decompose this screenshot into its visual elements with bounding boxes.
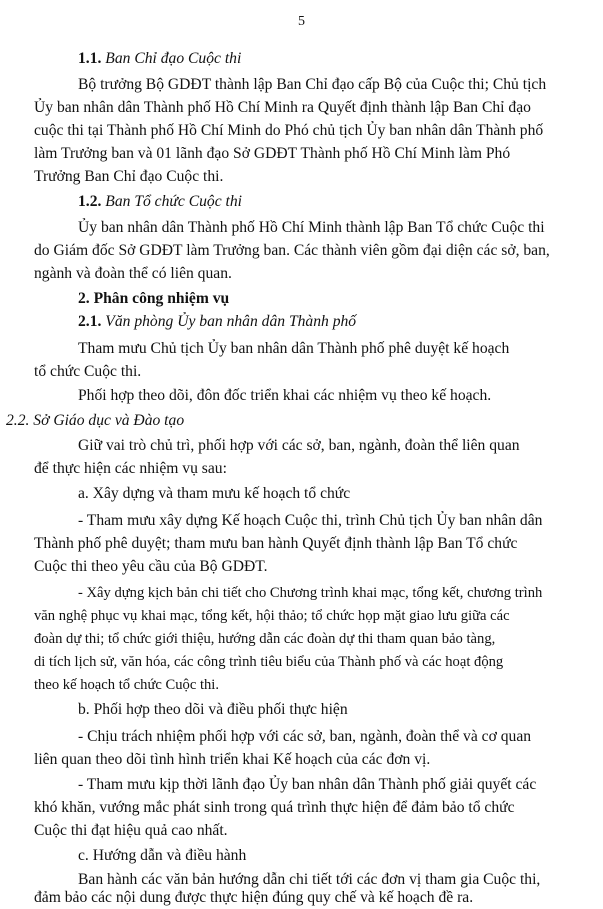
paragraph-line: Cuộc thi theo yêu cầu của Bộ GDĐT. [34, 558, 268, 575]
subheading-c: c. Hướng dẫn và điều hành [78, 847, 247, 864]
paragraph-line: Tham mưu Chủ tịch Ủy ban nhân dân Thành phố phê duyệt kế hoạch [78, 340, 510, 357]
section-title: Ban Chỉ đạo Cuộc thi [105, 50, 242, 67]
section-number: 2.2. [6, 412, 30, 429]
paragraph-line: để thực hiện các nhiệm vụ sau: [34, 460, 227, 477]
paragraph-line: di tích lịch sử, văn hóa, các công trình tiêu biểu của Thành phố và các hoạt động [34, 654, 504, 670]
section-heading-1-2 [78, 192, 242, 212]
section-number: 1.2. [78, 193, 102, 210]
paragraph-line: - Chịu trách nhiệm phối hợp với các sở, ban, ngành, đoàn thể và cơ quan [78, 728, 532, 745]
paragraph-line: Phối hợp theo dõi, đôn đốc triển khai các nhiệm vụ theo kế hoạch. [78, 387, 492, 404]
paragraph-line: liên quan theo dõi tình hình triển khai Kế hoạch của các đơn vị. [34, 751, 431, 768]
paragraph-line: ngành và đoàn thể có liên quan. [34, 265, 232, 282]
paragraph-line: - Xây dựng kịch bản chi tiết cho Chương trình khai mạc, tổng kết, chương trình [78, 585, 543, 601]
subheading-a: a. Xây dựng và tham mưu kế hoạch tổ chức [78, 485, 351, 502]
paragraph-line: Trưởng Ban Chỉ đạo Cuộc thi. [34, 168, 224, 185]
section-number: 1.1. [78, 50, 102, 67]
section-title: Sở Giáo dục và Đào tạo [33, 412, 185, 429]
section-number: 2.1. [78, 313, 102, 330]
section-heading-2-1 [78, 312, 356, 332]
paragraph-line: khó khăn, vướng mắc phát sinh trong quá trình thực hiện để đảm bảo tổ chức [34, 799, 515, 816]
section-title: Văn phòng Ủy ban nhân dân Thành phố [105, 313, 357, 330]
subheading-b: b. Phối hợp theo dõi và điều phối thực hiện [78, 701, 348, 718]
section-title: Ban Tổ chức Cuộc thi [105, 193, 243, 210]
paragraph-line: văn nghệ phục vụ khai mạc, tổng kết, hội thảo; tổ chức họp mặt giao lưu giữa các [34, 608, 510, 624]
paragraph-line: Thành phố phê duyệt; tham mưu ban hành Quyết định thành lập Ban Tổ chức [34, 535, 518, 552]
paragraph-line: do Giám đốc Sở GDĐT làm Trưởng ban. Các thành viên gồm đại diện các sở, ban, [34, 242, 550, 259]
page-number: 5 [298, 14, 305, 29]
paragraph-line: - Tham mưu xây dựng Kế hoạch Cuộc thi, trình Chủ tịch Ủy ban nhân dân [78, 512, 543, 529]
paragraph-line: Ủy ban nhân dân Thành phố Hồ Chí Minh thành lập Ban Tổ chức Cuộc thi [78, 219, 545, 236]
paragraph-line: Giữ vai trò chủ trì, phối hợp với các sở, ban, ngành, đoàn thể liên quan [78, 437, 520, 454]
section-heading-1-1 [78, 49, 241, 69]
paragraph-line: đảm bảo các nội dung được thực hiện đúng quy chế và kế hoạch đề ra. [34, 889, 474, 906]
paragraph-line: Ủy ban nhân dân Thành phố Hồ Chí Minh ra Quyết định thành lập Ban Chỉ đạo [34, 99, 531, 116]
section-heading-2: 2. Phân công nhiệm vụ [78, 290, 230, 307]
paragraph-line: Ban hành các văn bản hướng dẫn chi tiết tới các đơn vị tham gia Cuộc thi, [78, 871, 541, 888]
paragraph-line: Cuộc thi đạt hiệu quả cao nhất. [34, 822, 228, 839]
paragraph-line: tổ chức Cuộc thi. [34, 363, 142, 380]
paragraph-line: - Tham mưu kịp thời lãnh đạo Ủy ban nhân dân Thành phố giải quyết các [78, 776, 537, 793]
paragraph-line: Bộ trưởng Bộ GDĐT thành lập Ban Chỉ đạo cấp Bộ của Cuộc thi; Chủ tịch [78, 76, 547, 93]
paragraph-line: theo kế hoạch tổ chức Cuộc thi. [34, 677, 220, 693]
section-heading-2-2 [6, 411, 184, 431]
paragraph-line: làm Trưởng ban và 01 lãnh đạo Sở GDĐT Thành phố Hồ Chí Minh làm Phó [34, 145, 511, 162]
paragraph-line: đoàn dự thi; tổ chức giới thiệu, hướng dẫn các đoàn dự thi tham quan bảo tàng, [34, 631, 496, 647]
paragraph-line: cuộc thi tại Thành phố Hồ Chí Minh do Phó chủ tịch Ủy ban nhân dân Thành phố [34, 122, 544, 139]
